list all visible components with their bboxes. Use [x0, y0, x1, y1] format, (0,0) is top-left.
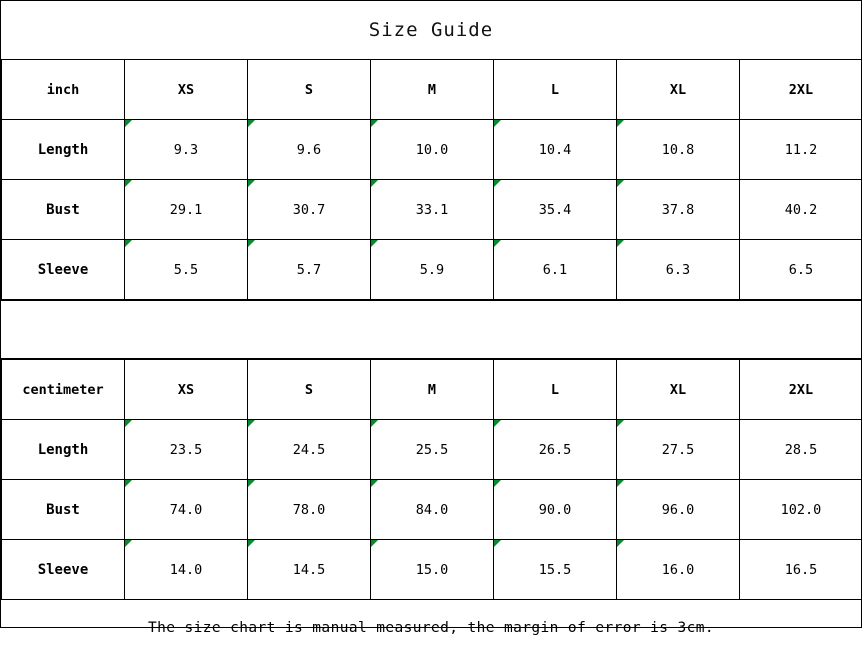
cell-length-s: 9.6	[248, 120, 371, 180]
row-label-sleeve: Sleeve	[2, 240, 125, 300]
cell-length-m: 10.0	[371, 120, 494, 180]
cell-sleeve-m: 5.9	[371, 240, 494, 300]
row-label-length: Length	[2, 120, 125, 180]
cell-sleeve-xl: 16.0	[617, 540, 740, 600]
cell-length-2xl: 28.5	[740, 420, 862, 480]
cell-bust-l: 90.0	[494, 480, 617, 540]
cell-bust-s: 78.0	[248, 480, 371, 540]
cell-length-2xl: 11.2	[740, 120, 862, 180]
column-header-m: M	[371, 360, 494, 420]
cell-sleeve-l: 6.1	[494, 240, 617, 300]
column-header-xs: XS	[125, 60, 248, 120]
size-table-centimeter	[1, 359, 862, 600]
column-header-2xl: 2XL	[740, 60, 862, 120]
table-header-row	[2, 360, 862, 420]
row-label-bust: Bust	[2, 180, 125, 240]
cell-sleeve-xs: 5.5	[125, 240, 248, 300]
cell-length-l: 10.4	[494, 120, 617, 180]
cell-bust-l: 35.4	[494, 180, 617, 240]
row-label-sleeve: Sleeve	[2, 540, 125, 600]
table-row	[2, 180, 862, 240]
column-header-xs: XS	[125, 360, 248, 420]
cell-bust-xs: 74.0	[125, 480, 248, 540]
centimeter-table-wrapper	[1, 359, 861, 600]
cell-bust-2xl: 102.0	[740, 480, 862, 540]
column-header-l: L	[494, 60, 617, 120]
table-row	[2, 240, 862, 300]
cell-length-l: 26.5	[494, 420, 617, 480]
cell-sleeve-2xl: 16.5	[740, 540, 862, 600]
table-row	[2, 120, 862, 180]
inch-table-wrapper	[1, 59, 861, 300]
cell-sleeve-xs: 14.0	[125, 540, 248, 600]
cell-length-xs: 9.3	[125, 120, 248, 180]
row-label-bust: Bust	[2, 480, 125, 540]
column-header-m: M	[371, 60, 494, 120]
cell-bust-2xl: 40.2	[740, 180, 862, 240]
table-header-row	[2, 60, 862, 120]
cell-sleeve-xl: 6.3	[617, 240, 740, 300]
cell-sleeve-s: 5.7	[248, 240, 371, 300]
column-header-s: S	[248, 60, 371, 120]
column-header-2xl: 2XL	[740, 360, 862, 420]
cell-sleeve-m: 15.0	[371, 540, 494, 600]
cell-length-xs: 23.5	[125, 420, 248, 480]
cell-length-m: 25.5	[371, 420, 494, 480]
cell-bust-m: 33.1	[371, 180, 494, 240]
table-row	[2, 420, 862, 480]
cell-bust-s: 30.7	[248, 180, 371, 240]
table-separator	[1, 300, 861, 359]
cell-bust-xs: 29.1	[125, 180, 248, 240]
cell-sleeve-l: 15.5	[494, 540, 617, 600]
column-header-xl: XL	[617, 60, 740, 120]
column-header-s: S	[248, 360, 371, 420]
cell-length-xl: 10.8	[617, 120, 740, 180]
cell-sleeve-s: 14.5	[248, 540, 371, 600]
cell-bust-xl: 37.8	[617, 180, 740, 240]
page-title: Size Guide	[1, 1, 861, 59]
cell-bust-xl: 96.0	[617, 480, 740, 540]
size-table-inch	[1, 59, 862, 300]
cell-length-s: 24.5	[248, 420, 371, 480]
cell-sleeve-2xl: 6.5	[740, 240, 862, 300]
table-row	[2, 540, 862, 600]
row-label-length: Length	[2, 420, 125, 480]
measurement-disclaimer: The size chart is manual measured, the margin of error is 3cm.	[1, 600, 861, 657]
cell-bust-m: 84.0	[371, 480, 494, 540]
unit-label-centimeter: centimeter	[2, 360, 125, 420]
table-row	[2, 480, 862, 540]
column-header-xl: XL	[617, 360, 740, 420]
column-header-l: L	[494, 360, 617, 420]
unit-label-inch: inch	[2, 60, 125, 120]
cell-length-xl: 27.5	[617, 420, 740, 480]
